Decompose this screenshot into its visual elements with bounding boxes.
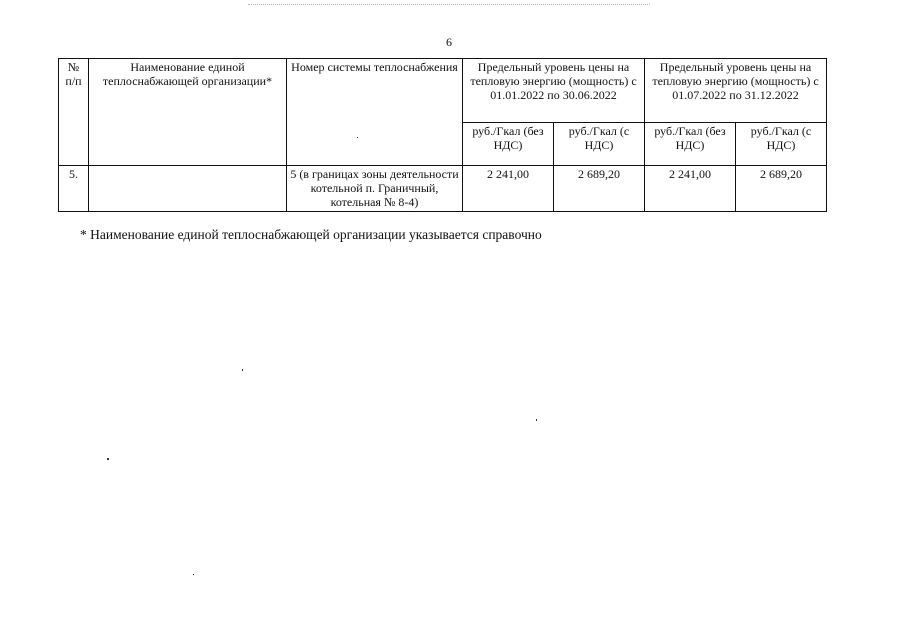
scan-speck	[193, 574, 194, 575]
cell-p1-vat: 2 689,20	[554, 166, 645, 212]
scan-speck	[107, 458, 109, 460]
table-header-row	[59, 59, 827, 123]
unit-p1-vat: руб./Гкал (с НДС)	[554, 123, 645, 166]
tariff-table	[58, 58, 827, 212]
unit-p1-no-vat: руб./Гкал (без НДС)	[463, 123, 554, 166]
header-period-1: Предельный уровень цены на тепловую энергию (мощность) с 01.01.2022 по 30.06.2022	[463, 59, 645, 123]
top-edge-line	[248, 4, 650, 5]
header-period-2: Предельный уровень цены на тепловую энергию (мощность) с 01.07.2022 по 31.12.2022	[645, 59, 827, 123]
table-row	[59, 166, 827, 212]
header-num: № п/п	[59, 59, 89, 166]
scan-speck	[242, 369, 243, 371]
footnote: * Наименование единой теплоснабжающей организации указывается справочно	[80, 227, 542, 242]
scan-speck	[536, 419, 537, 421]
unit-p2-no-vat: руб./Гкал (без НДС)	[645, 123, 736, 166]
unit-p2-vat: руб./Гкал (с НДС)	[736, 123, 827, 166]
cell-p2-vat: 2 689,20	[736, 166, 827, 212]
scan-speck	[357, 137, 358, 138]
cell-p2-no-vat: 2 241,00	[645, 166, 736, 212]
cell-p1-no-vat: 2 241,00	[463, 166, 554, 212]
cell-system: 5 (в границах зоны деятельности котельной п. Граничный, котельная № 8-4)	[287, 166, 463, 212]
cell-organization	[89, 166, 287, 212]
header-organization: Наименование единой теплоснабжающей организации*	[89, 59, 287, 166]
header-system: Номер системы теплоснабжения	[287, 59, 463, 166]
page-number: 6	[446, 35, 452, 49]
cell-num: 5.	[59, 166, 89, 212]
